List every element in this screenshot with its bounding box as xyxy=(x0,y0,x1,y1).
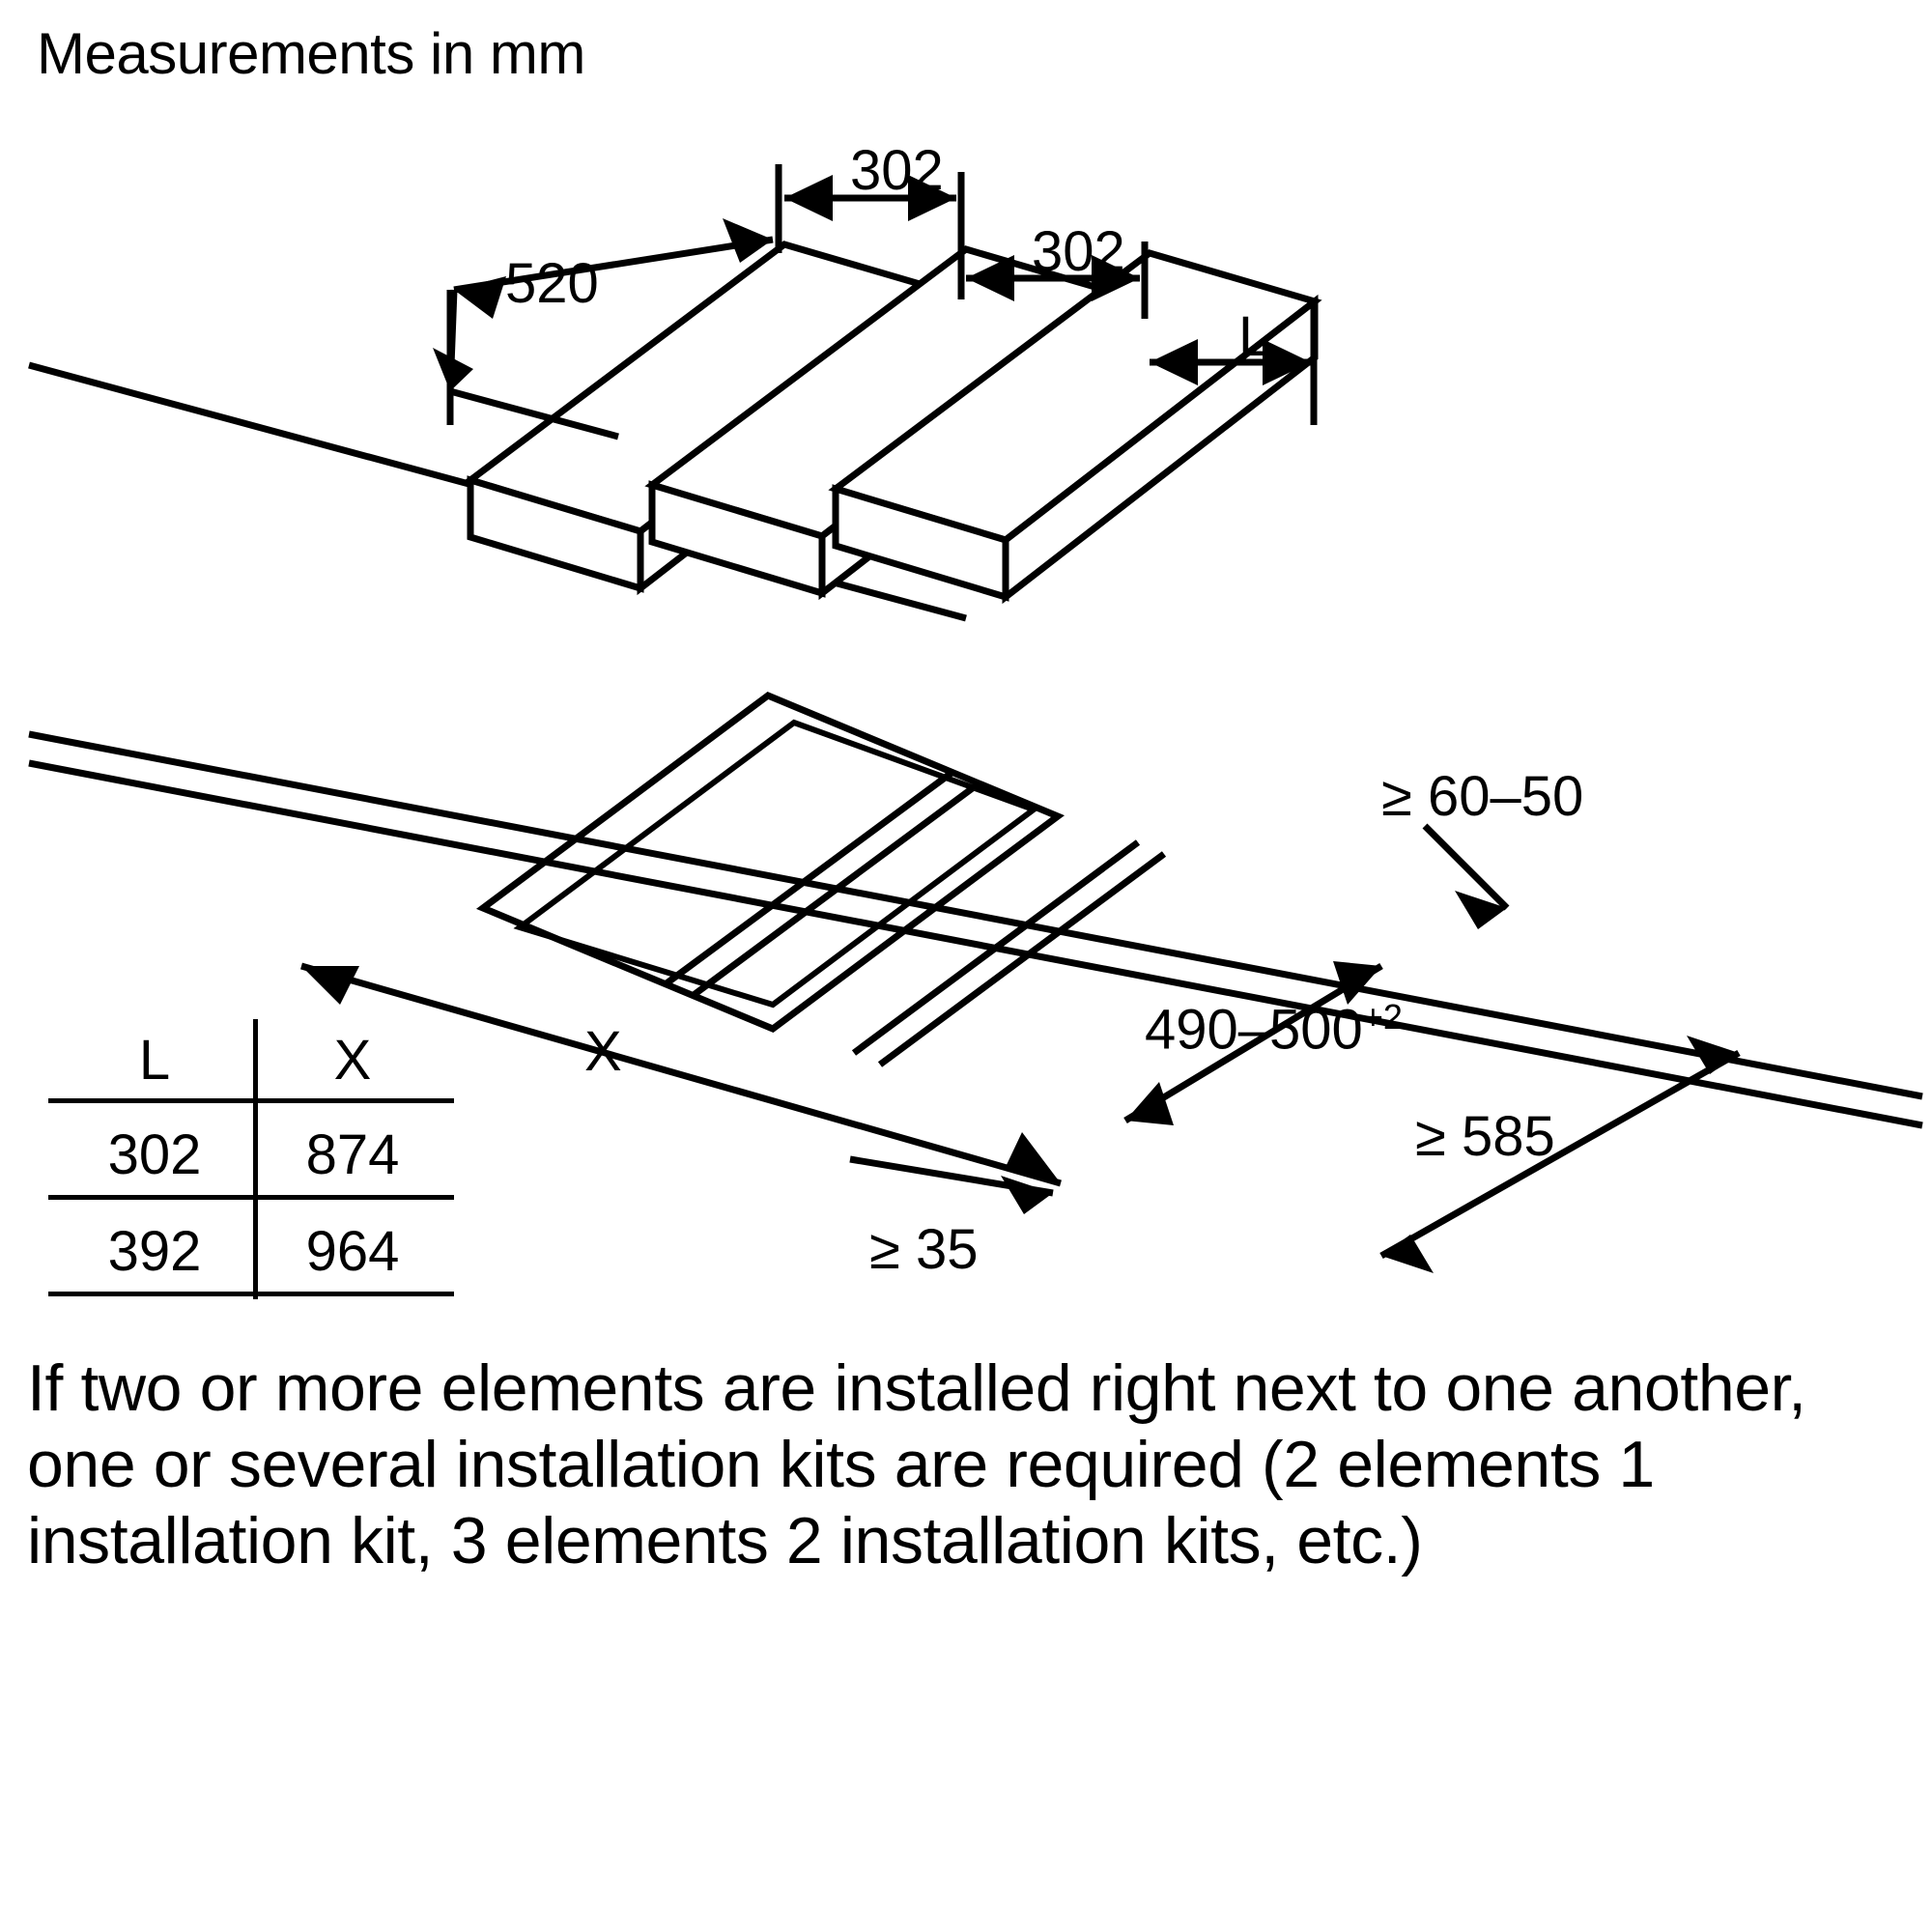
dim-label-gap-60-50: ≥ 60–50 xyxy=(1381,765,1584,828)
table-rule-3 xyxy=(48,1292,454,1296)
table-rule-1 xyxy=(48,1098,454,1103)
dim-label-cutout-depth-tolerance: +2 xyxy=(1362,997,1403,1037)
dim-label-min-35: ≥ 35 xyxy=(869,1218,979,1281)
page-title: Measurements in mm xyxy=(37,21,585,86)
table-vertical-rule xyxy=(253,1019,258,1299)
installation-note: If two or more elements are installed right next to one another, one or several installation kits are required (2 elements 1 installation kit, 3 elements 2 installation kits, etc.) xyxy=(27,1351,1806,1577)
table-rule-2 xyxy=(48,1195,454,1200)
dim-label-L: L xyxy=(1238,305,1270,368)
dim-label-cutout-depth xyxy=(1145,997,1403,1062)
dim-label-cutout-depth-value: 490–500 xyxy=(1145,998,1363,1062)
dim-label-520: 520 xyxy=(505,252,599,315)
table-cell-x-964: 964 xyxy=(305,1220,400,1283)
table-cell-x-874: 874 xyxy=(305,1123,400,1186)
table-cell-l-302: 302 xyxy=(107,1123,202,1186)
table-header-l: L xyxy=(138,1029,171,1092)
cutout-frames xyxy=(483,696,1164,1065)
dim-label-X: X xyxy=(584,1020,622,1083)
arrowheads-bottom xyxy=(301,891,1739,1273)
table-header-x: X xyxy=(333,1029,372,1092)
dim-label-min-585: ≥ 585 xyxy=(1415,1105,1555,1168)
dim-label-302-mid: 302 xyxy=(1032,220,1125,283)
table-cell-l-392: 392 xyxy=(107,1220,202,1283)
dimension-table xyxy=(48,1019,454,1299)
dim-label-302-top: 302 xyxy=(850,139,944,202)
